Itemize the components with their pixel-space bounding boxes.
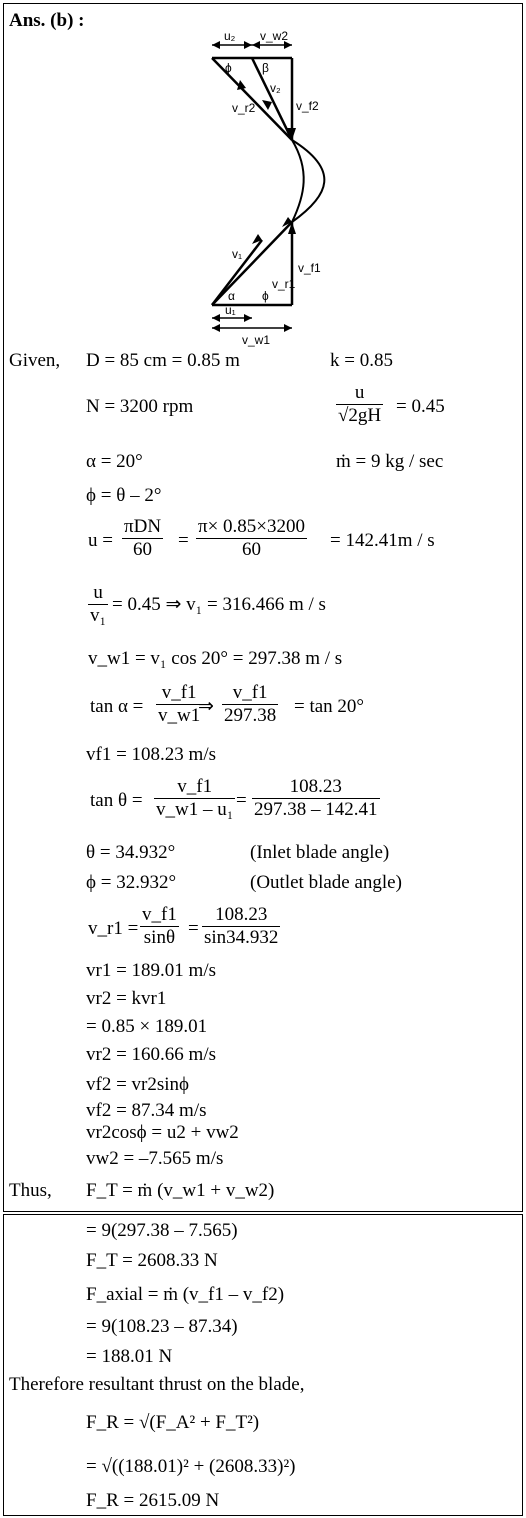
vr2-def: vr2 = kvr1 xyxy=(86,988,167,1009)
v1-fraction xyxy=(88,582,108,627)
vw1-label: v_w1 xyxy=(242,333,271,347)
v2-label: v₂ xyxy=(270,81,281,95)
theta-note: (Inlet blade angle) xyxy=(250,842,390,863)
theta-value: θ = 34.932° xyxy=(86,842,176,863)
tan-f1-num: v_f1 xyxy=(156,682,202,705)
vw1-calc: v_w1 = v₁ cos 20° = 297.38 m / s xyxy=(88,648,343,669)
theta-f2-den: 297.38 – 142.41 xyxy=(254,799,378,820)
theta-f1-den: v_w1 – u₁ xyxy=(156,799,234,820)
phi-bot-label: ϕ xyxy=(262,289,269,303)
vr1-f1-den: sinθ xyxy=(143,927,176,948)
vr1-fraction-2 xyxy=(202,904,280,949)
fr-calc: = √((188.01)² + (2608.33)²) xyxy=(86,1456,296,1477)
vr1-eq: = xyxy=(188,918,199,939)
resultant-intro: Therefore resultant thrust on the blade, xyxy=(9,1374,305,1395)
ft-calc: = 9(297.38 – 7.565) xyxy=(86,1220,238,1241)
vw2-label: v_w2 xyxy=(260,29,289,43)
vf1-label: v_f1 xyxy=(298,261,321,275)
u-result: = 142.41m / s xyxy=(330,530,435,551)
vr1-f2-num: 108.23 xyxy=(202,904,280,927)
given-diameter: D = 85 cm = 0.85 m xyxy=(86,350,240,371)
vf1-value: vf1 = 108.23 m/s xyxy=(86,744,216,765)
u-f2-num: π× 0.85×3200 xyxy=(198,516,306,537)
u-f2-den: 60 xyxy=(242,539,262,560)
vr1-fraction-1 xyxy=(140,904,179,949)
answer-label: Ans. (b) : xyxy=(9,10,85,31)
thus-label: Thus, xyxy=(9,1180,52,1201)
given-ratio-fraction xyxy=(336,382,383,427)
phi-note: (Outlet blade angle) xyxy=(250,872,402,893)
vr2-value: vr2 = 160.66 m/s xyxy=(86,1044,216,1065)
faxial-value: = 188.01 N xyxy=(86,1346,173,1367)
vf2-def: vf2 = vr2sinϕ xyxy=(86,1074,190,1095)
theta-f1-num: v_f1 xyxy=(154,776,235,799)
ft-definition: F_T = ṁ (v_w1 + v_w2) xyxy=(86,1180,275,1201)
u-fraction-2 xyxy=(196,516,307,561)
beta-label: β xyxy=(262,61,269,75)
tan-theta-fraction-2 xyxy=(252,776,380,821)
fr-formula: F_R = √(F_A² + F_T²) xyxy=(86,1412,260,1433)
vr2cos-eq: vr2cosϕ = u2 + vw2 xyxy=(86,1122,239,1143)
vr1-label: v_r1 xyxy=(272,277,296,291)
faxial-calc: = 9(108.23 – 87.34) xyxy=(86,1316,238,1337)
phi-value: ϕ = 32.932° xyxy=(86,872,177,893)
u2-label: u₂ xyxy=(224,29,236,43)
tan-f1-den: v_w1 xyxy=(158,705,201,726)
given-ratio-value: = 0.45 xyxy=(396,396,445,417)
v1-result: = 0.45 ⇒ v₁ = 316.466 m / s xyxy=(112,594,326,615)
tan-alpha-fraction-1 xyxy=(156,682,202,727)
tan-theta-fraction-1 xyxy=(154,776,235,821)
given-mass-flow: ṁ = 9 kg / sec xyxy=(336,451,444,472)
vr1-f1-num: v_f1 xyxy=(142,904,177,925)
faxial-definition: F_axial = ṁ (v_f1 – v_f2) xyxy=(86,1284,285,1305)
vr1-lhs: v_r1 = xyxy=(88,918,139,939)
vr2-label: v_r2 xyxy=(232,101,256,115)
given-alpha: α = 20° xyxy=(86,451,143,472)
given-k: k = 0.85 xyxy=(330,350,393,371)
given-label: Given, xyxy=(9,350,61,371)
vf2-value: vf2 = 87.34 m/s xyxy=(86,1100,207,1121)
u-lhs: u = xyxy=(88,530,113,551)
given-ratio-num: u xyxy=(336,382,383,405)
u-f1-den: 60 xyxy=(133,539,153,560)
tan-theta-eq: = xyxy=(236,790,247,811)
v1-num: u xyxy=(88,582,108,605)
tan-arrow: ⇒ xyxy=(198,696,214,717)
u-fraction-1 xyxy=(122,516,163,561)
vr2-calc: = 0.85 × 189.01 xyxy=(86,1016,208,1037)
tan-alpha-rhs: = tan 20° xyxy=(294,696,365,717)
u-eq2: = xyxy=(178,530,189,551)
tan-alpha-lhs: tan α = xyxy=(90,696,144,717)
given-speed: N = 3200 rpm xyxy=(86,396,194,417)
alpha-label: α xyxy=(228,289,235,303)
u1-label: u₁ xyxy=(225,303,236,317)
tan-theta-lhs: tan θ = xyxy=(90,790,143,811)
vf2-label: v_f2 xyxy=(296,99,319,113)
v1-den: v₁ xyxy=(90,605,107,626)
given-ratio-den: √2gH xyxy=(338,405,382,426)
u-f1-num: πDN xyxy=(124,516,162,537)
tan-f2-den: 297.38 xyxy=(224,705,277,726)
velocity-triangle-diagram xyxy=(0,0,526,350)
v1-label: v₁ xyxy=(232,247,243,261)
tan-alpha-fraction-2 xyxy=(222,682,278,727)
fr-value: F_R = 2615.09 N xyxy=(86,1490,220,1511)
vw2-value: vw2 = –7.565 m/s xyxy=(86,1148,224,1169)
theta-f2-num: 108.23 xyxy=(252,776,380,799)
tan-f2-num: v_f1 xyxy=(222,682,278,705)
phi-top-label: ϕ xyxy=(225,61,232,75)
vr1-value: vr1 = 189.01 m/s xyxy=(86,960,216,981)
vr1-f2-den: sin34.932 xyxy=(204,927,279,948)
given-phi: ϕ = θ – 2° xyxy=(86,485,162,506)
ft-value: F_T = 2608.33 N xyxy=(86,1250,218,1271)
